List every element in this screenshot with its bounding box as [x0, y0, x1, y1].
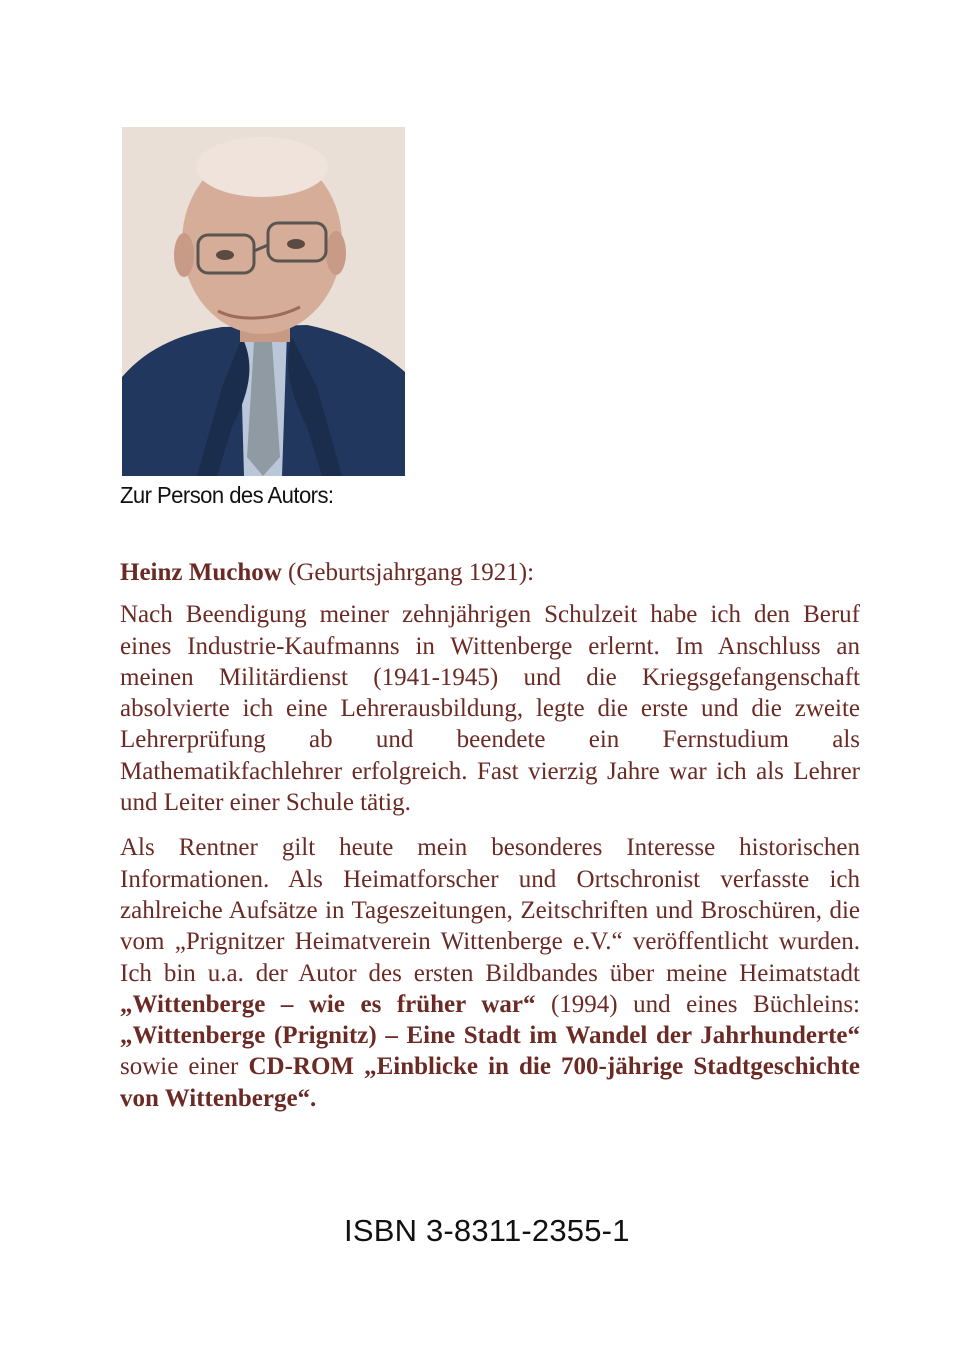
cd-rom-title: CD-ROM „Einblicke in die 700-jährige Stadtgeschichte von Wittenberge“.: [120, 1053, 860, 1112]
bio-paragraph-1: Nach Beendigung meiner zehnjährigen Schulzeit habe ich den Beruf eines Industrie-Kaufmanns in Wittenberge erlernt. Im Anschluss an meinen Militärdienst (1941-1945) und die Kriegsgefangenschaft absolvierte ich eine Lehrerausbildung, legte die erste und die zweite Lehrerprüfung ab und beendete ein Fernstudium als Mathematikfachlehrer erfolgreich. Fast vierzig Jahre war ich als Lehrer und Leiter einer Schule tätig.: [120, 601, 860, 817]
book-title-2: „Wittenberge (Prignitz) – Eine Stadt im Wandel der Jahrhunderte“: [120, 1022, 860, 1050]
isbn-number: ISBN 3-8311-2355-1: [344, 1213, 630, 1248]
author-name: Heinz Muchow: [120, 559, 282, 586]
author-portrait-image: [122, 127, 405, 476]
photo-caption: Zur Person des Autors:: [120, 482, 334, 508]
author-photo: [122, 127, 405, 476]
paragraph2-text-a: Als Rentner gilt heute mein besonderes Interesse historischen Informationen. Als Heimatforscher und Ortschronist verfasste ich zahlreiche Aufsätze in Tageszeitungen, Zeitschriften und Broschüren, die vom „Prignitzer Heimatverein Wittenberge e.V.“ veröffentlicht wurden. Ich bin u.a. der Autor des ersten Bildbandes über meine Heimatstadt: [120, 834, 860, 987]
paragraph2-text-c: sowie einer: [120, 1053, 249, 1081]
author-bio: [120, 557, 860, 1128]
bio-paragraph-2: [120, 832, 860, 1114]
author-heading: [120, 557, 860, 588]
book-title-1: „Wittenberge – wie es früher war“: [120, 990, 536, 1018]
paragraph2-text-b: (1994) und eines Büchleins:: [535, 990, 860, 1018]
author-birth-note: (Geburtsjahrgang 1921):: [281, 559, 535, 586]
